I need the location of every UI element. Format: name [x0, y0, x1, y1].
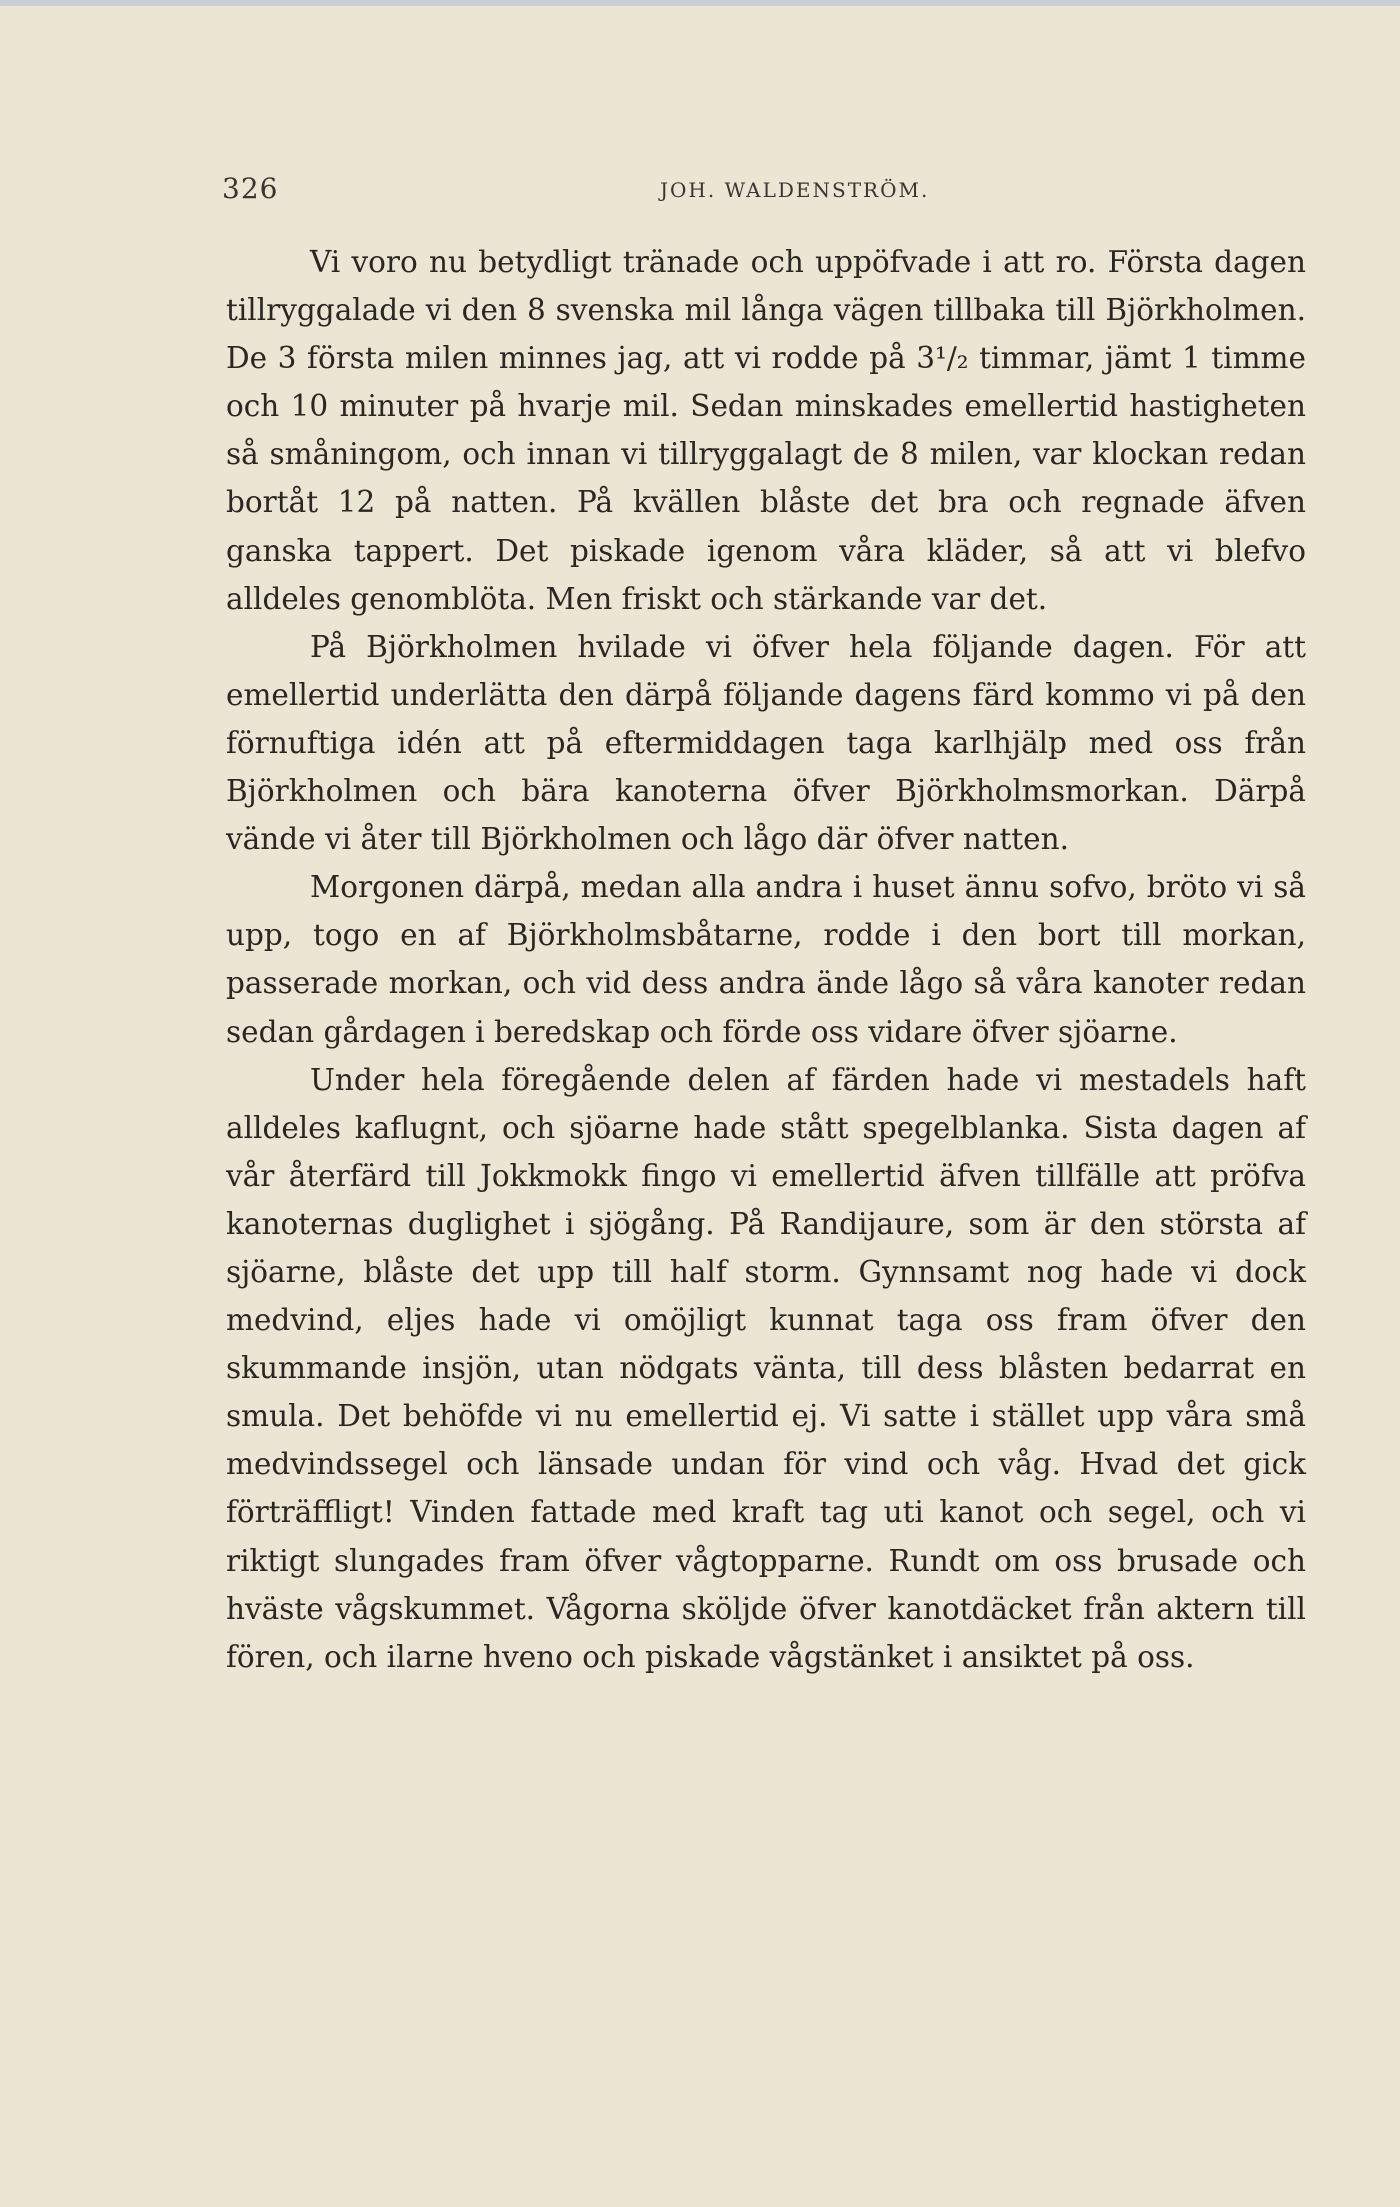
paragraph-2: På Björkholmen hvilade vi öfver hela följande dagen. För att emellertid underlätta den därpå följande dagens färd kommo vi på den förnuftiga idén att på eftermiddagen taga karlhjälp med oss från Björkholmen och bära kanoterna öfver Björkholmsmorkan. Därpå vände vi åter till Björkholmen och lågo där öfver natten.	[226, 629, 1306, 857]
paragraph-1: Vi voro nu betydligt tränade och uppöfvade i att ro. Första dagen tillryggalade vi den 8 svenska mil långa vägen tillbaka till Björkholmen. De 3 första milen minnes jag, att vi rodde på 3¹/₂ timmar, jämt 1 timme och 10 minuter på hvarje mil. Sedan minskades emellertid hastigheten så småningom, och innan vi tillryggalagt de 8 milen, var klockan redan bortåt 12 på natten. På kvällen blåste det bra och regnade äfven ganska tappert. Det piskade igenom våra kläder, så att vi blefvo alldeles genomblöta. Men friskt och stärkande var det.	[226, 245, 1306, 616]
paragraph-3: Morgonen därpå, medan alla andra i huset ännu sofvo, bröto vi så upp, togo en af Björkholmsbåtarne, rodde i den bort till morkan, passerade morkan, och vid dess andra ände lågo så våra kanoter redan sedan gårdagen i beredskap och förde oss vidare öfver sjöarne.	[226, 870, 1306, 1049]
scan-edge	[0, 0, 1400, 6]
page-header	[222, 172, 1312, 212]
page-number: 326	[222, 172, 279, 205]
running-head: JOH. WALDENSTRÖM.	[660, 178, 930, 202]
body-text	[226, 238, 1306, 1681]
paragraph-4: Under hela föregående delen af färden hade vi mestadels haft alldeles kaflugnt, och sjöarne hade stått spegelblanka. Sista dagen af vår återfärd till Jokkmokk fingo vi emellertid äfven tillfälle att pröfva kanoternas duglighet i sjögång. På Randijaure, som är den största af sjöarne, blåste det upp till half storm. Gynnsamt nog hade vi dock medvind, eljes hade vi omöjligt kunnat taga oss fram öfver den skummande insjön, utan nödgats vänta, till dess blåsten bedarrat en smula. Det behöfde vi nu emellertid ej. Vi satte i stället upp våra små medvindssegel och länsade undan för vind och våg. Hvad det gick förträffligt! Vinden fattade med kraft tag uti kanot och segel, och vi riktigt slungades fram öfver vågtopparne. Rundt om oss brusade och hväste vågskummet. Vågorna sköljde öfver kanotdäcket från aktern till fören, och ilarne hveno och piskade vågstänket i ansiktet på oss.	[226, 1062, 1306, 1674]
